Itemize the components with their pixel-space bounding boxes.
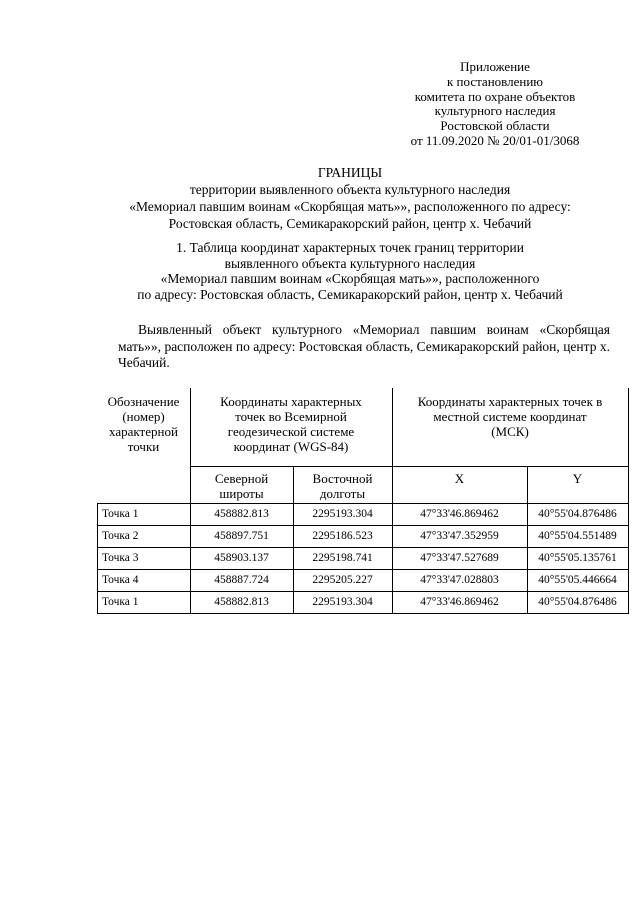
table-row bbox=[98, 570, 629, 592]
table-row bbox=[98, 526, 629, 548]
point-name: Точка 1 bbox=[98, 592, 191, 614]
y-value: 40°55'04.876486 bbox=[527, 504, 628, 526]
appendix-line: Приложение bbox=[460, 59, 530, 74]
header-east-longitude: Восточной долготы bbox=[293, 467, 392, 504]
header-wgs84: Координаты характерных точек во Всемирной геодезической системе координат (WGS-84) bbox=[190, 388, 392, 467]
north-value: 458882.813 bbox=[190, 592, 293, 614]
x-value: 47°33'47.352959 bbox=[392, 526, 527, 548]
point-name: Точка 2 bbox=[98, 526, 191, 548]
table-header-row bbox=[98, 388, 629, 467]
title-line: Ростовская область, Семикаракорский район, центр х. Чебачий bbox=[168, 216, 532, 231]
north-value: 458903.137 bbox=[190, 548, 293, 570]
east-value: 2295186.523 bbox=[293, 526, 392, 548]
north-value: 458887.724 bbox=[190, 570, 293, 592]
header-north-latitude: Северной широты bbox=[190, 467, 293, 504]
x-value: 47°33'47.527689 bbox=[392, 548, 527, 570]
table-row bbox=[98, 592, 629, 614]
east-value: 2295193.304 bbox=[293, 592, 392, 614]
x-value: 47°33'46.869462 bbox=[392, 504, 527, 526]
table-row bbox=[98, 504, 629, 526]
appendix-line: от 11.09.2020 № 20/01-01/3068 bbox=[410, 132, 580, 148]
header-y: Y bbox=[527, 467, 628, 504]
table-row bbox=[98, 548, 629, 570]
east-value: 2295205.227 bbox=[293, 570, 392, 592]
y-value: 40°55'04.551489 bbox=[527, 526, 628, 548]
point-name: Точка 1 bbox=[98, 504, 191, 526]
appendix-line: комитета по охране объектов bbox=[414, 88, 576, 104]
header-msk: Координаты характерных точек в местной системе координат (МСК) bbox=[392, 388, 628, 467]
y-value: 40°55'05.135761 bbox=[527, 548, 628, 570]
table-heading-line: выявленного объекта культурного наследия bbox=[224, 255, 476, 271]
y-value: 40°55'04.876486 bbox=[527, 592, 628, 614]
header-x: X bbox=[392, 467, 527, 504]
coordinates-table bbox=[97, 388, 629, 614]
point-name: Точка 3 bbox=[98, 548, 191, 570]
north-value: 458897.751 bbox=[190, 526, 293, 548]
table-heading-line: 1. Таблица координат характерных точек границ территории bbox=[176, 240, 524, 255]
title-heading: ГРАНИЦЫ bbox=[317, 165, 383, 180]
x-value: 47°33'46.869462 bbox=[392, 592, 527, 614]
appendix-line: к постановлению bbox=[446, 73, 544, 89]
east-value: 2295193.304 bbox=[293, 504, 392, 526]
appendix-block bbox=[380, 60, 610, 149]
title-block bbox=[80, 164, 620, 232]
north-value: 458882.813 bbox=[190, 504, 293, 526]
description-paragraph: Выявленный объект культурного «Мемориал павшим воинам «Скорбящая мать»», расположен по адресу: Ростовская область, Семикаракорский район, центр х. Чебачий. bbox=[118, 322, 610, 370]
point-name: Точка 4 bbox=[98, 570, 191, 592]
table-heading bbox=[60, 240, 640, 302]
table-heading-line: по адресу: Ростовская область, Семикаракорский район, центр х. Чебачий bbox=[137, 286, 563, 302]
east-value: 2295198.741 bbox=[293, 548, 392, 570]
header-designation: Обозначение (номер) характерной точки bbox=[98, 388, 191, 504]
title-line: «Мемориал павшим воинам «Скорбящая мать»», расположенного по адресу: bbox=[129, 199, 571, 214]
title-line: территории выявленного объекта культурного наследия bbox=[189, 182, 511, 197]
appendix-line: культурного наследия bbox=[434, 103, 556, 119]
appendix-line: Ростовской области bbox=[440, 118, 550, 134]
x-value: 47°33'47.028803 bbox=[392, 570, 527, 592]
y-value: 40°55'05.446664 bbox=[527, 570, 628, 592]
table-heading-line: «Мемориал павшим воинам «Скорбящая мать»», расположенного bbox=[160, 271, 540, 286]
